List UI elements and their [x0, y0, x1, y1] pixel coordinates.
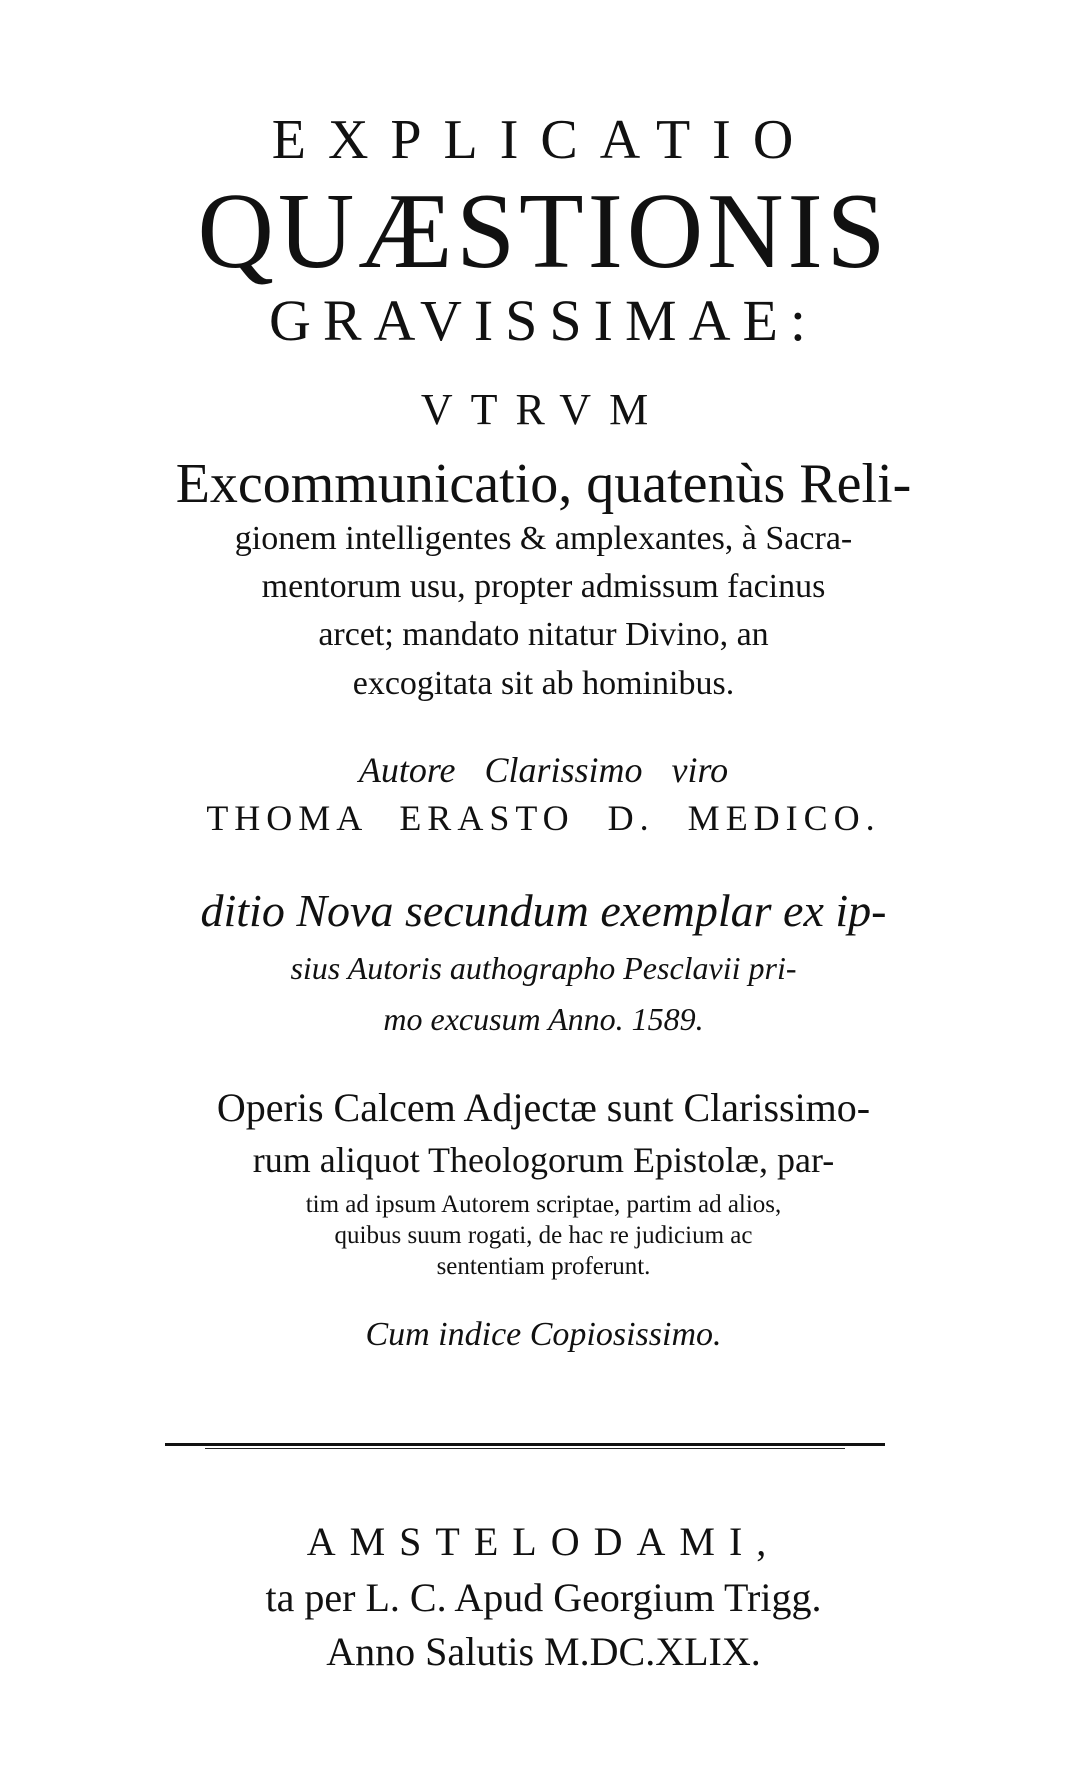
- body-line: excogitata sit ab hominibus.: [352, 665, 735, 702]
- edition-line: ditio Nova secundum exemplar ex ip-: [200, 885, 887, 936]
- imprint-city: AMSTELODAMI,: [306, 1519, 781, 1564]
- title-line-explicatio: EXPLICATIO: [271, 109, 816, 171]
- divider-rule: [165, 1443, 885, 1446]
- appendix-line: Operis Calcem Adjectæ sunt Clarissimo-: [216, 1085, 871, 1130]
- index-note: Cum indice Copiosissimo.: [365, 1316, 722, 1353]
- author-name: THOMA ERASTO D. MEDICO.: [206, 798, 881, 838]
- title-line-gravissimae: GRAVISSIMAE:: [268, 288, 818, 353]
- author-intro: Autore Clarissimo viro: [358, 750, 729, 790]
- body-line: mentorum usu, propter admissum facinus: [261, 568, 826, 605]
- edition-line: sius Autoris authographo Pesclavii pri-: [290, 950, 797, 986]
- body-line: Excommunicatio, quatenùs Reli-: [175, 453, 912, 515]
- edition-line: mo excusum Anno. 1589.: [383, 1001, 704, 1037]
- appendix-line: tim ad ipsum Autorem scriptae, partim ad alios,: [305, 1191, 782, 1218]
- appendix-line: sententiam proferunt.: [436, 1253, 651, 1280]
- body-line: arcet; mandato nitatur Divino, an: [318, 616, 769, 653]
- imprint-printer: ta per L. C. Apud Georgium Trigg.: [265, 1575, 822, 1620]
- appendix-line: quibus suum rogati, de hac re judicium ac: [334, 1222, 753, 1249]
- title-line-utrum: VTRVM: [420, 385, 667, 434]
- title-line-quaestionis: QUÆSTIONIS: [197, 172, 890, 291]
- imprint-year: Anno Salutis M.DC.XLIX.: [326, 1629, 761, 1674]
- appendix-line: rum aliquot Theologorum Epistolæ, par-: [252, 1140, 835, 1180]
- body-line: gionem intelligentes & amplexantes, à Sacra-: [234, 520, 853, 557]
